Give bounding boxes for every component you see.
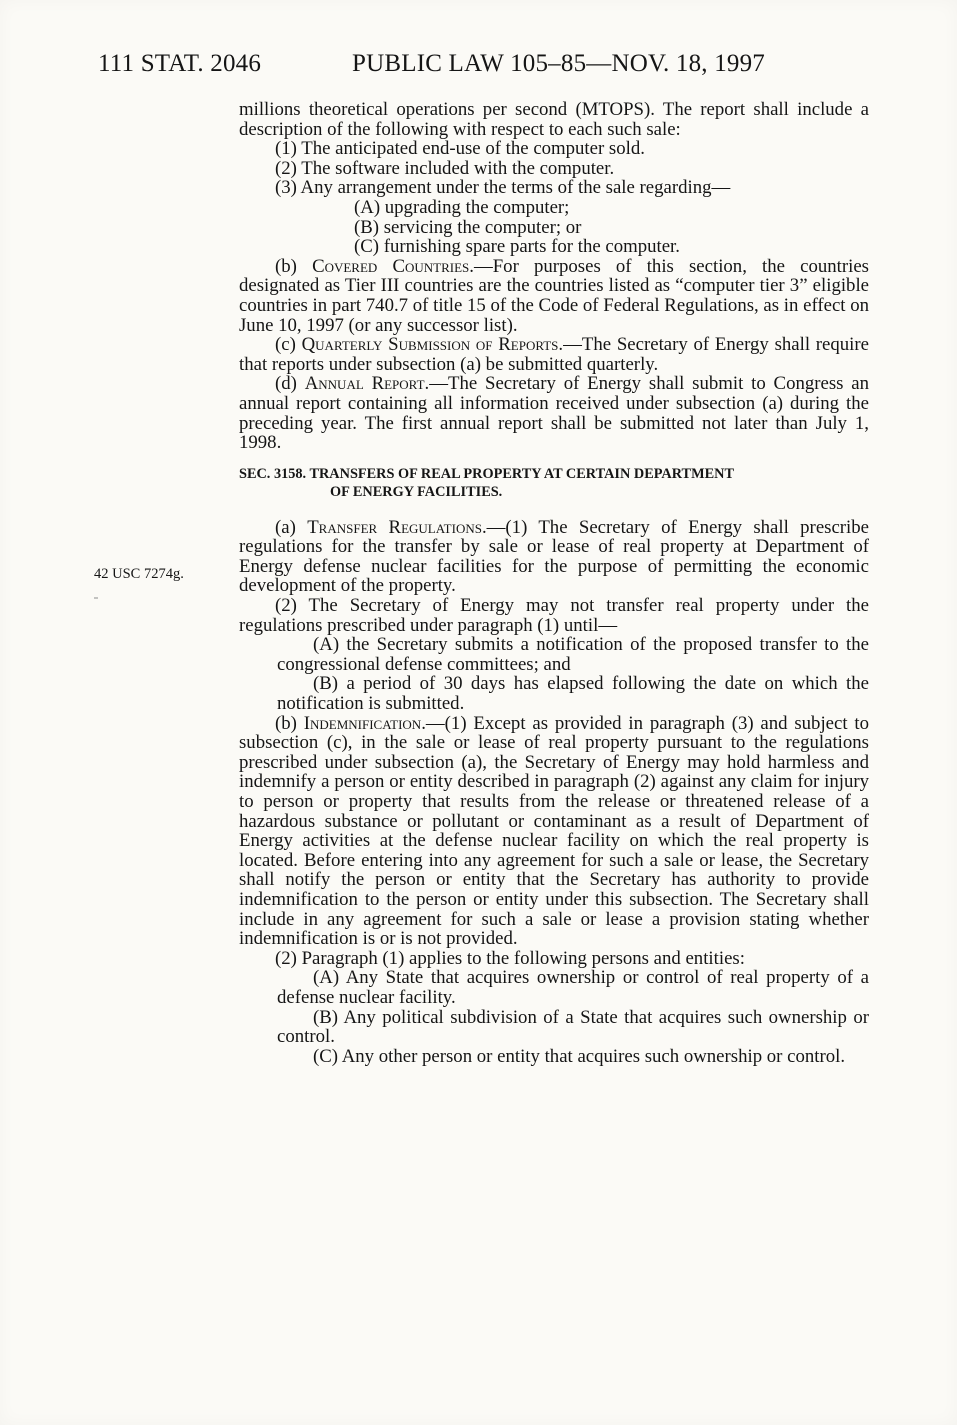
political-subdivision-subparagraph: (B) Any political subdivision of a State that acquires such ownership or control. [277, 1006, 869, 1048]
law-text-body [239, 100, 869, 1066]
annual-report-text: .—The Secretary of Energy shall submit to Congress an annual report containing all information received under subsection (a) during the preceding year. The first annual report shall be submitted not later than July 1, 1998. [239, 373, 869, 454]
waiting-period-subparagraph: (B) a period of 30 days has elapsed following the date on which the notification is submitted. [277, 673, 869, 715]
sale-arrangement-item: (3) Any arrangement under the terms of the sale regarding— [275, 177, 731, 199]
software-item: (2) The software included with the computer. [275, 157, 615, 179]
transfer-regulations-heading: Transfer Regulations [307, 516, 482, 538]
subsection-label: (a) [275, 516, 308, 538]
statute-page-number: 111 STAT. 2046 [98, 50, 262, 77]
subsection-label: (d) [275, 373, 305, 395]
transfer-limit-paragraph: (2) The Secretary of Energy may not transfer real property under the regulations prescribed under paragraph (1) until— [239, 595, 869, 636]
end-use-item: (1) The anticipated end-use of the computer sold. [275, 138, 645, 160]
subsection-label: (b) [275, 255, 313, 277]
transfer-regulations-paragraph [239, 518, 869, 596]
covered-countries-heading: Covered Countries [312, 255, 470, 277]
section-heading-line-1: SEC. 3158. TRANSFERS OF REAL PROPERTY AT CERTAIN DEPARTMENT [239, 465, 734, 482]
spare-parts-subitem: (C) furnishing spare parts for the computer. [354, 236, 680, 258]
law-title-date: PUBLIC LAW 105–85—NOV. 18, 1997 [352, 50, 766, 77]
subsection-label: (b) [275, 712, 304, 734]
subsection-label: (c) [275, 334, 302, 356]
usc-margin-citation: 42 USC 7274g. [94, 566, 184, 582]
quarterly-reports-text: .—The Secretary of Energy shall require that reports under subsection (a) be submitted quarterly. [239, 334, 869, 375]
quarterly-reports-paragraph [239, 335, 869, 374]
mtops-report-paragraph: millions theoretical operations per second (MTOPS). The report shall include a description of the following with respect to each such sale: [239, 99, 869, 140]
indemnification-text: .—(1) Except as provided in paragraph (3) and subject to subsection (c), in the sale or lease of real property pursuant to the regulations prescribed under subsection (a), the Secretary of Energy may hold harmless and indemnify a person or entity described in paragraph (2) against any claim for injury to person or property that results from the release or threatened release of a hazardous substance or pollutant or contaminant as a result of Department of Energy activities at the defense nuclear facility on which the real property is located. Before entering into any agreement for such a sale or lease, the Secretary shall notify the person or entity that the Secretary has authority to provide indemnification to the person or entity under this subsection. The Secretary shall include in any agreement for such a sale or lease a provision stating whether indemnification is or is not provided. [239, 712, 869, 950]
indemnification-paragraph [239, 714, 869, 949]
applicable-persons-paragraph: (2) Paragraph (1) applies to the following persons and entities: [275, 947, 745, 969]
upgrading-subitem: (A) upgrading the computer; [354, 196, 570, 218]
notification-subparagraph: (A) the Secretary submits a notification of the proposed transfer to the congressional defense committees; and [277, 634, 869, 675]
section-3158-heading [239, 465, 869, 501]
covered-countries-paragraph [239, 257, 869, 335]
state-subparagraph: (A) Any State that acquires ownership or control of real property of a defense nuclear facility. [277, 967, 869, 1008]
transfer-regulations-text: .—(1) The Secretary of Energy shall prescribe regulations for the transfer by sale or lease of real property at Department of Energy defense nuclear facilities for the purpose of permitting the economic development of the property. [239, 516, 869, 597]
quarterly-reports-heading: Quarterly Submission of Reports [301, 334, 559, 356]
other-person-subparagraph: (C) Any other person or entity that acquires such ownership or control. [313, 1045, 846, 1067]
annual-report-heading: Annual Report [304, 373, 425, 395]
annual-report-paragraph [239, 374, 869, 452]
scan-artifact [94, 597, 98, 599]
covered-countries-text: .—For purposes of this section, the countries designated as Tier III countries are the countries listed as “computer tier 3” eligible countries in part 740.7 of title 15 of the Code of Federal Regulations, as in effect on June 10, 1997 (or any successor list). [239, 255, 869, 336]
section-heading-line-2: OF ENERGY FACILITIES. [330, 483, 503, 500]
running-header [98, 50, 840, 88]
indemnification-heading: Indemnification [303, 712, 422, 734]
servicing-subitem: (B) servicing the computer; or [354, 216, 582, 238]
